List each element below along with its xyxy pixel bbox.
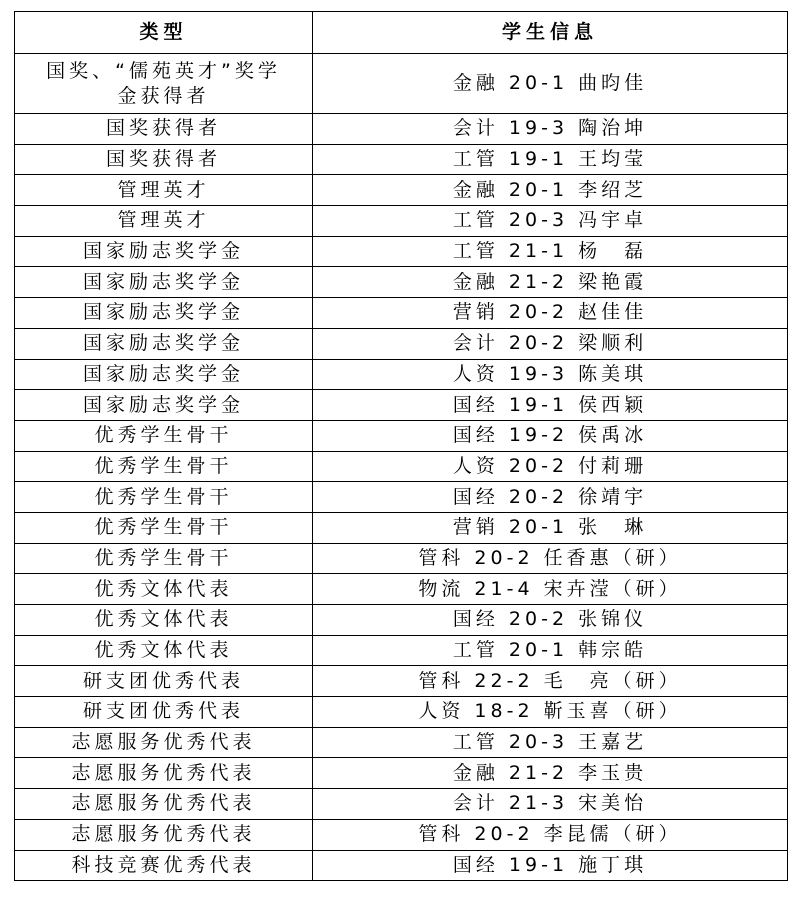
type-cell: 志愿服务优秀代表 <box>15 758 313 789</box>
type-cell: 国奖获得者 <box>15 114 313 145</box>
award-table-container <box>14 11 787 881</box>
table-row <box>15 850 788 881</box>
student-cell: 金融 21-2 李玉贵 <box>313 758 788 789</box>
type-cell: 志愿服务优秀代表 <box>15 819 313 850</box>
award-table <box>14 11 788 881</box>
student-cell: 工管 20-3 冯宇卓 <box>313 206 788 237</box>
table-row <box>15 574 788 605</box>
type-cell: 国家励志奖学金 <box>15 390 313 421</box>
type-cell: 研支团优秀代表 <box>15 697 313 728</box>
type-cell: 管理英才 <box>15 206 313 237</box>
student-cell: 国经 19-1 施丁琪 <box>313 850 788 881</box>
table-row <box>15 451 788 482</box>
type-cell: 科技竞赛优秀代表 <box>15 850 313 881</box>
table-row <box>15 114 788 145</box>
table-row <box>15 512 788 543</box>
student-cell: 工管 20-1 韩宗皓 <box>313 635 788 666</box>
type-cell: 优秀学生骨干 <box>15 543 313 574</box>
student-cell: 人资 20-2 付莉珊 <box>313 451 788 482</box>
student-cell: 工管 19-1 王均莹 <box>313 144 788 175</box>
table-row <box>15 605 788 636</box>
table-row <box>15 543 788 574</box>
type-cell: 管理英才 <box>15 175 313 206</box>
student-cell: 营销 20-2 赵佳佳 <box>313 298 788 329</box>
student-cell: 会计 21-3 宋美怡 <box>313 789 788 820</box>
type-cell: 优秀文体代表 <box>15 605 313 636</box>
table-row <box>15 206 788 237</box>
student-cell: 管科 22-2 毛 亮（研） <box>313 666 788 697</box>
table-row <box>15 635 788 666</box>
student-cell: 会计 20-2 梁顺利 <box>313 328 788 359</box>
student-cell: 国经 20-2 徐靖宇 <box>313 482 788 513</box>
type-cell: 国家励志奖学金 <box>15 298 313 329</box>
table-row <box>15 236 788 267</box>
table-header-row <box>15 12 788 54</box>
type-cell: 国家励志奖学金 <box>15 359 313 390</box>
type-cell: 优秀文体代表 <box>15 635 313 666</box>
type-cell: 优秀学生骨干 <box>15 420 313 451</box>
student-cell: 工管 20-3 王嘉艺 <box>313 727 788 758</box>
table-row <box>15 482 788 513</box>
student-cell: 金融 21-2 梁艳霞 <box>313 267 788 298</box>
table-row <box>15 175 788 206</box>
table-row <box>15 819 788 850</box>
student-cell: 物流 21-4 宋卉滢（研） <box>313 574 788 605</box>
table-row <box>15 666 788 697</box>
table-row <box>15 359 788 390</box>
table-row <box>15 390 788 421</box>
student-cell: 营销 20-1 张 琳 <box>313 512 788 543</box>
student-cell: 工管 21-1 杨 磊 <box>313 236 788 267</box>
student-cell: 管科 20-2 任香惠（研） <box>313 543 788 574</box>
table-row <box>15 420 788 451</box>
type-cell: 优秀学生骨干 <box>15 512 313 543</box>
table-row <box>15 789 788 820</box>
student-cell: 金融 20-1 曲昀佳 <box>313 54 788 114</box>
student-cell: 人资 19-3 陈美琪 <box>313 359 788 390</box>
header-type: 类型 <box>15 12 313 54</box>
student-cell: 国经 19-1 侯西颖 <box>313 390 788 421</box>
type-cell: 国奖获得者 <box>15 144 313 175</box>
type-cell: 优秀学生骨干 <box>15 482 313 513</box>
student-cell: 国经 20-2 张锦仪 <box>313 605 788 636</box>
table-row <box>15 727 788 758</box>
type-cell: 国家励志奖学金 <box>15 267 313 298</box>
type-cell: 国奖、“儒苑英才”奖学金获得者 <box>15 54 313 114</box>
header-student-info: 学生信息 <box>313 12 788 54</box>
student-cell: 会计 19-3 陶治坤 <box>313 114 788 145</box>
type-cell: 优秀学生骨干 <box>15 451 313 482</box>
table-row <box>15 54 788 114</box>
type-cell: 志愿服务优秀代表 <box>15 727 313 758</box>
table-row <box>15 267 788 298</box>
type-cell: 国家励志奖学金 <box>15 236 313 267</box>
student-cell: 国经 19-2 侯禹冰 <box>313 420 788 451</box>
student-cell: 金融 20-1 李绍芝 <box>313 175 788 206</box>
table-row <box>15 298 788 329</box>
table-row <box>15 328 788 359</box>
table-row <box>15 758 788 789</box>
table-row <box>15 697 788 728</box>
type-cell: 志愿服务优秀代表 <box>15 789 313 820</box>
type-cell: 国家励志奖学金 <box>15 328 313 359</box>
table-row <box>15 144 788 175</box>
student-cell: 管科 20-2 李昆儒（研） <box>313 819 788 850</box>
student-cell: 人资 18-2 靳玉喜（研） <box>313 697 788 728</box>
type-cell: 优秀文体代表 <box>15 574 313 605</box>
type-cell: 研支团优秀代表 <box>15 666 313 697</box>
